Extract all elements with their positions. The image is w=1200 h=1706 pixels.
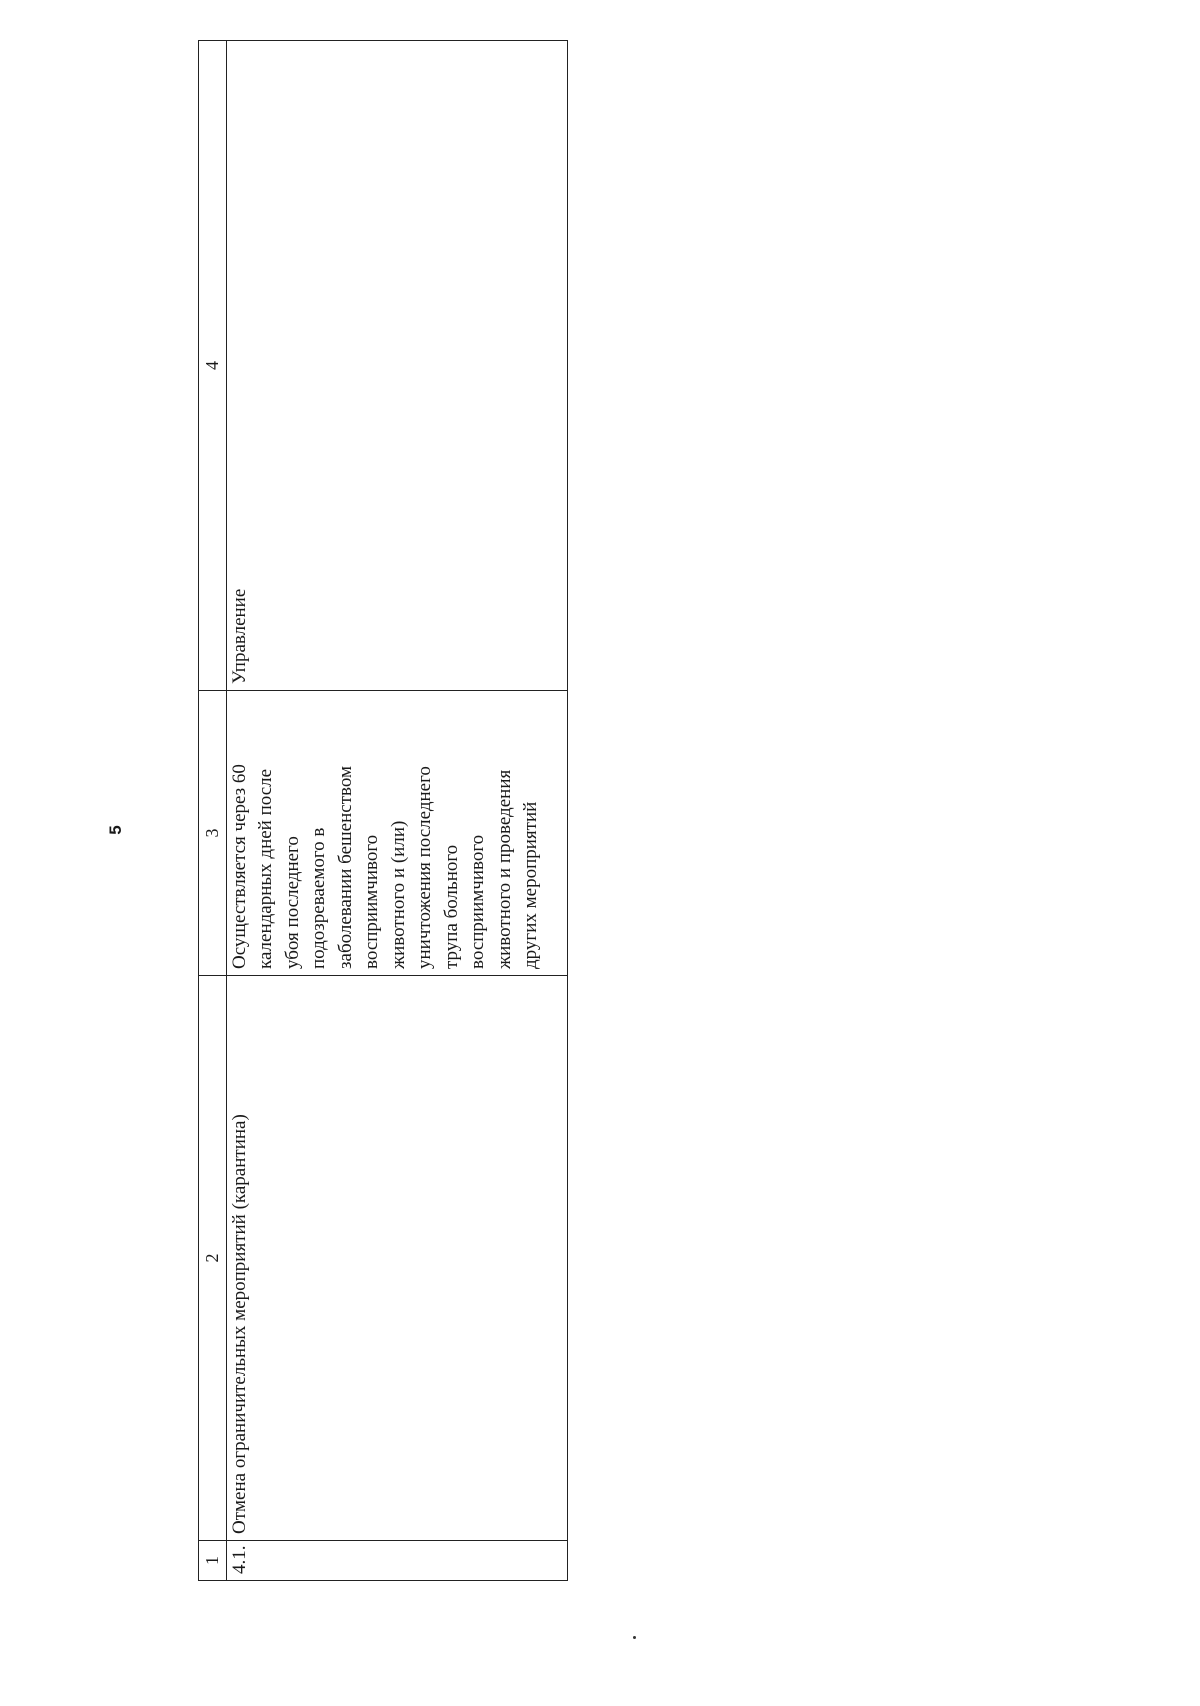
responsible-cell: [226, 41, 568, 691]
term-cell: [226, 691, 568, 976]
measure-cell: [226, 976, 568, 1541]
responsible-text: Управление: [228, 588, 250, 684]
rotated-table-container: [198, 41, 568, 1581]
header-cell-1: 1: [199, 1541, 227, 1581]
row-number-cell: [226, 1541, 568, 1581]
measures-table: [198, 40, 568, 1581]
table-header-row: [199, 41, 227, 1581]
table-row: [226, 41, 568, 1581]
page-number: 5: [106, 825, 125, 835]
scan-artifact-dot: [633, 1636, 636, 1639]
term-text: Осуществляется через 60 календарных дней после убоя последнего подозреваемого в заболевании бешенством восприимчивого животного и (или) уничтожения последнего трупа больного восприимчивого животного и проведения других мероприятий: [228, 764, 541, 969]
row-number: 4.1.: [228, 1545, 250, 1574]
header-cell-3: 3: [199, 691, 227, 976]
header-cell-4: 4: [199, 41, 227, 691]
header-cell-2: 2: [199, 976, 227, 1541]
measure-text: Отмена ограничительных мероприятий (карантина): [228, 1114, 250, 1534]
